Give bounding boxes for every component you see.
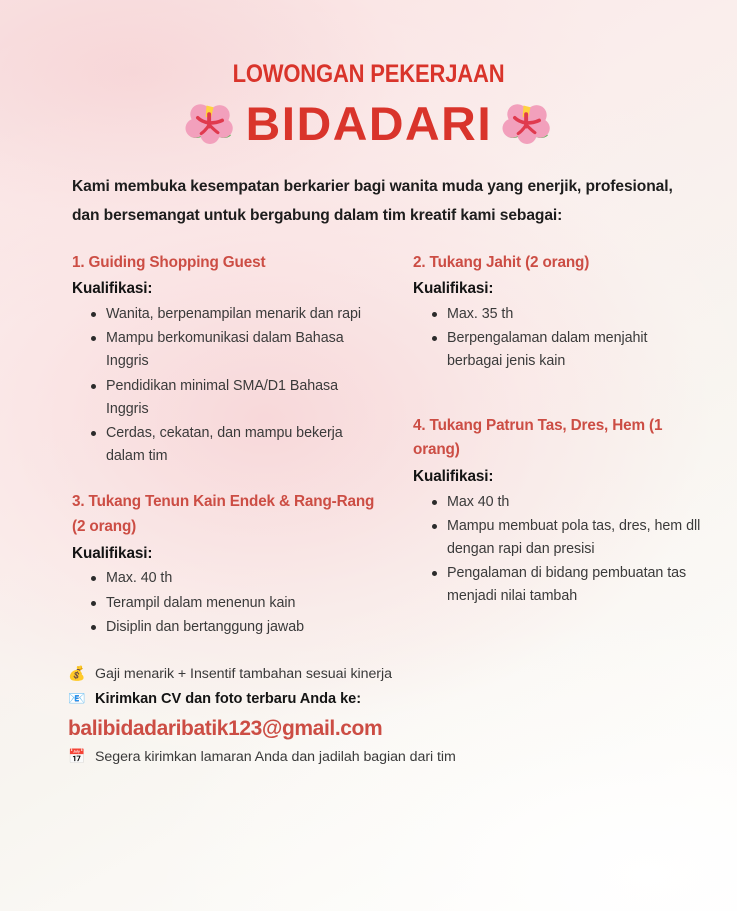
- qualification-item: Pengalaman di bidang pembuatan tas menjadi nilai tambah: [447, 562, 703, 608]
- calendar-icon: 📅: [68, 747, 86, 764]
- spacer: [72, 474, 377, 490]
- qualification-item: Mampu berkomunikasi dalam Bahasa Inggris: [106, 327, 377, 373]
- job-title: 4. Tukang Patrun Tas, Dres, Hem (1 orang): [413, 416, 663, 459]
- qualification-item: Terampil dalam menenun kain: [106, 592, 377, 615]
- call-to-action-row: [68, 746, 737, 768]
- qualification-label: Kualifikasi:: [72, 280, 153, 298]
- cv-instruction-text: Kirimkan CV dan foto terbaru Anda ke:: [95, 690, 362, 707]
- qualification-item: Wanita, berpenampilan menarik dan rapi: [106, 303, 377, 326]
- money-bag-icon: 💰: [68, 664, 86, 681]
- call-to-action-text: Segera kirimkan lamaran Anda dan jadilah bagian dari tim: [95, 748, 456, 765]
- job-title: 2. Tukang Jahit (2 orang): [413, 253, 590, 271]
- qualification-label: Kualifikasi:: [72, 544, 153, 562]
- qualification-list: [413, 303, 703, 373]
- qualification-list: [72, 567, 377, 638]
- job-entry-3: [72, 490, 377, 639]
- intro-paragraph: Kami membuka kesempatan berkarier bagi wanita muda yang enerjik, profesional, dan bersemangat untuk bergabung dalam tim kreatif kami sebagai:: [72, 178, 673, 224]
- qualification-item: Max. 40 th: [106, 567, 377, 590]
- qualification-label: Kualifikasi:: [413, 468, 494, 486]
- qualification-item: Pendidikan minimal SMA/D1 Bahasa Inggris: [106, 375, 377, 421]
- job-column-left: [72, 251, 377, 645]
- poster-kicker: LOWONGAN PEKERJAAN: [232, 60, 505, 88]
- qualification-item: Berpengalaman dalam menjahit berbagai jenis kain: [447, 327, 703, 373]
- qualification-item: Disiplin dan bertanggung jawab: [106, 616, 377, 639]
- job-entry-4: [413, 414, 703, 609]
- qualification-list: [413, 491, 703, 609]
- qualification-item: Max. 35 th: [447, 303, 703, 326]
- job-column-right: [413, 251, 703, 645]
- qualification-item: Max 40 th: [447, 491, 703, 514]
- qualification-item: Mampu membuat pola tas, dres, hem dll dengan rapi dan presisi: [447, 515, 703, 561]
- job-listings: [72, 251, 707, 645]
- qualification-label: Kualifikasi:: [413, 280, 494, 298]
- job-title: 1. Guiding Shopping Guest: [72, 253, 266, 271]
- brand-title-row: [0, 95, 737, 151]
- qualification-list: [72, 303, 377, 468]
- qualification-item: Cerdas, cekatan, dan mampu bekerja dalam tim: [106, 422, 377, 468]
- salary-text: Gaji menarik + Insentif tambahan sesuai kinerja: [95, 665, 392, 682]
- hibiscus-flower-icon-left: [182, 95, 238, 151]
- poster-footer: [68, 663, 737, 768]
- page-title: BIDADARI: [245, 96, 492, 150]
- job-entry-2: [413, 251, 703, 374]
- cv-instruction-row: [68, 688, 737, 711]
- contact-email[interactable]: balibidadaribatik123@gmail.com: [68, 716, 383, 740]
- hibiscus-flower-icon-right: [499, 95, 555, 151]
- job-entry-1: [72, 251, 377, 469]
- salary-row: [68, 663, 737, 685]
- email-envelope-icon: 📧: [68, 689, 86, 706]
- poster-header: [0, 0, 737, 151]
- job-title: 3. Tukang Tenun Kain Endek & Rang-Rang (2 orang): [72, 493, 375, 536]
- spacer: [413, 380, 703, 414]
